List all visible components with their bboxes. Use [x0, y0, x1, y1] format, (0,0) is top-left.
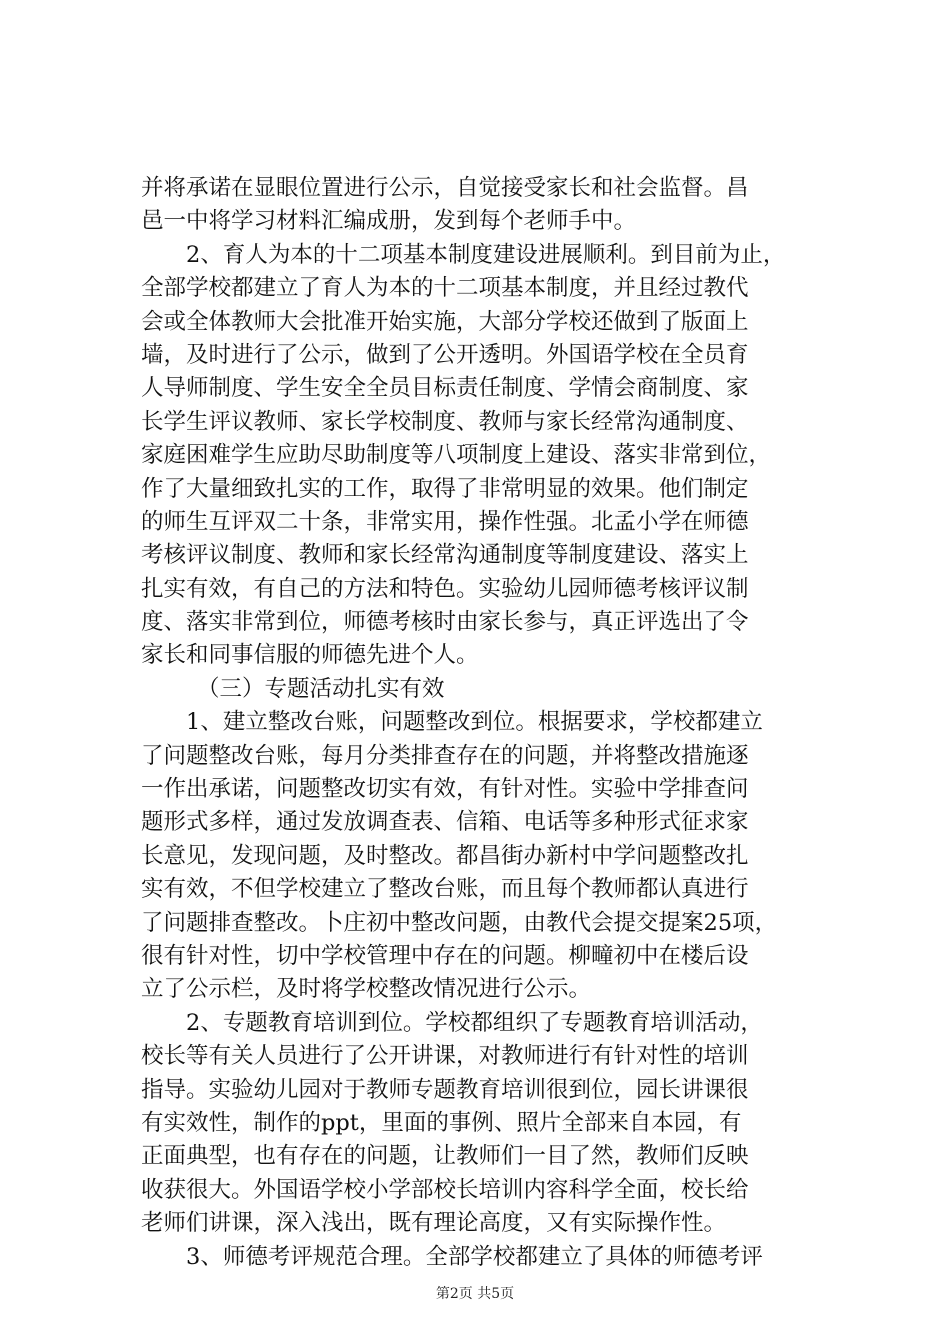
text-line: 长意见，发现问题，及时整改。都昌街办新村中学问题整改扎: [141, 842, 749, 869]
text-line: 长学生评议教师、家长学校制度、教师与家长经常沟通制度、: [141, 408, 749, 435]
text-line: 题形式多样，通过发放调查表、信箱、电话等多种形式征求家: [141, 809, 749, 836]
text-line: 校长等有关人员进行了公开讲课，对教师进行有针对性的培训: [141, 1043, 749, 1070]
text-line: 会或全体教师大会批准开始实施，大部分学校还做到了版面上: [141, 308, 749, 335]
text-line: 很有针对性，切中学校管理中存在的问题。柳疃初中在楼后设: [141, 942, 749, 969]
paragraph-start-line: 2、专题教育培训到位。学校都组织了专题教育培训活动，: [186, 1009, 763, 1036]
text-line: 正面典型，也有存在的问题，让教师们一目了然，教师们反映: [141, 1143, 749, 1170]
text-line: 全部学校都建立了育人为本的十二项基本制度，并且经过教代: [141, 275, 749, 302]
page-footer: 第2页 共5页: [435, 1286, 515, 1302]
text-line: 作了大量细致扎实的工作，取得了非常明显的效果。他们制定: [141, 475, 749, 502]
text-line: 墙，及时进行了公示，做到了公开透明。外国语学校在全员育: [141, 341, 749, 368]
text-line: 扎实有效，有自己的方法和特色。实验幼儿园师德考核评议制: [141, 575, 749, 602]
text-line: 有实效性，制作的ppt，里面的事例、照片全部来自本园，有: [141, 1109, 742, 1136]
paragraph-start-line: 2、育人为本的十二项基本制度建设进展顺利。到目前为止，: [186, 241, 786, 268]
text-line: 邑一中将学习材料汇编成册，发到每个老师手中。: [141, 208, 637, 235]
text-line: 一作出承诺，问题整改切实有效，有针对性。实验中学排查问: [141, 776, 749, 803]
text-line: 指导。实验幼儿园对于教师专题教育培训很到位，园长讲课很: [141, 1076, 749, 1103]
text-line: 收获很大。外国语学校小学部校长培训内容科学全面，校长给: [141, 1176, 749, 1203]
text-line: 立了公示栏，及时将学校整改情况进行公示。: [141, 976, 592, 1003]
text-line: 度、落实非常到位，师德考核时由家长参与，真正评选出了令: [141, 609, 749, 636]
text-line: 了问题整改台账，每月分类排查存在的问题，并将整改措施逐: [141, 742, 749, 769]
section-heading: （三）专题活动扎实有效: [197, 675, 445, 702]
paragraph-start-line: 3、师德考评规范合理。全部学校都建立了具体的师德考评: [186, 1243, 763, 1270]
text-line: 考核评议制度、教师和家长经常沟通制度等制度建设、落实上: [141, 542, 749, 569]
text-line: 并将承诺在显眼位置进行公示，自觉接受家长和社会监督。昌: [141, 175, 749, 201]
text-line: 家庭困难学生应助尽助制度等八项制度上建设、落实非常到位，: [141, 442, 772, 469]
text-line: 实有效，不但学校建立了整改台账，而且每个教师都认真进行: [141, 876, 749, 903]
text-line: 老师们讲课，深入浅出，既有理论高度，又有实际操作性。: [141, 1210, 727, 1237]
paragraph-start-line: 1、建立整改台账，问题整改到位。根据要求，学校都建立: [186, 709, 763, 736]
text-line: 的师生互评双二十条，非常实用，操作性强。北孟小学在师德: [141, 508, 749, 535]
body-text: [141, 172, 841, 1274]
text-line: 人导师制度、学生安全全员目标责任制度、学情会商制度、家: [141, 375, 749, 402]
text-line: 家长和同事信服的师德先进个人。: [141, 642, 479, 669]
text-line: 了问题排查整改。卜庄初中整改问题，由教代会提交提案25项，: [141, 909, 778, 936]
